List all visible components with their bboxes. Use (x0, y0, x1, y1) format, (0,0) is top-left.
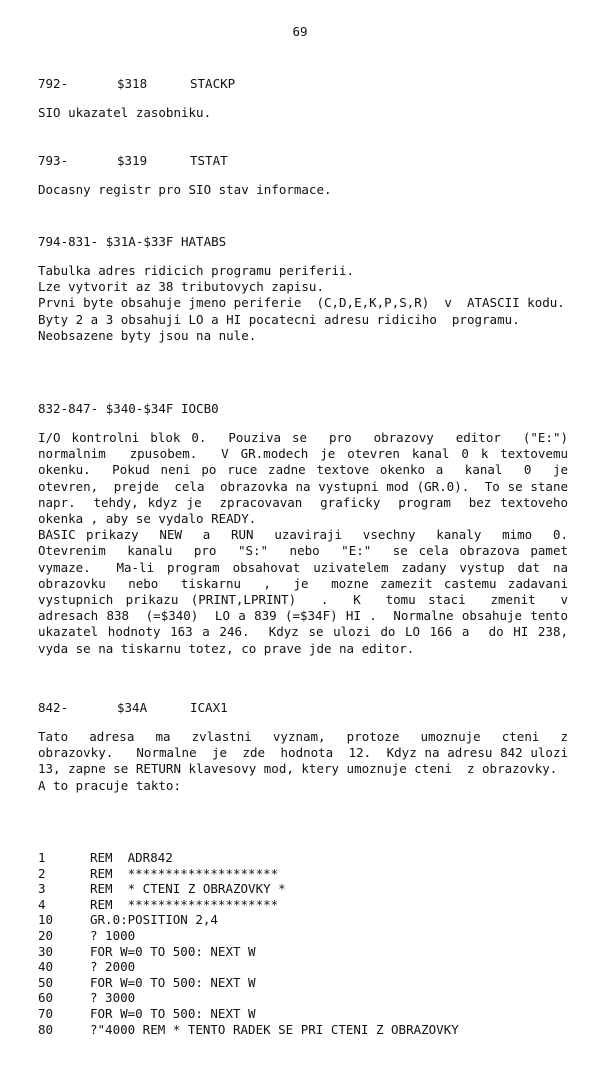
entry-label: STACKP (190, 76, 236, 91)
entry-hex-address: $318 (117, 76, 148, 91)
line-code: FOR W=0 TO 500: NEXT W (90, 1005, 256, 1021)
line-code: REM ******************** (90, 896, 279, 912)
line-code: GR.0:POSITION 2,4 (90, 912, 218, 928)
line-number: 80 (38, 1021, 54, 1037)
page-number: 69 (292, 24, 308, 39)
entry-label: TSTAT (190, 153, 228, 168)
entry-842 (38, 699, 568, 794)
listing-line (38, 850, 459, 866)
line-number: 3 (38, 881, 46, 897)
entry-832-847 (38, 400, 568, 657)
listing-line (38, 959, 459, 975)
listing-line (38, 1022, 459, 1038)
listing-line (38, 990, 459, 1006)
line-number: 50 (38, 974, 54, 990)
listing-line (38, 881, 459, 897)
line-number: 10 (38, 912, 54, 928)
line-number: 40 (38, 959, 54, 975)
entry-header-text: 794-831- $31A-$33F HATABS (38, 234, 227, 249)
listing-line (38, 897, 459, 913)
entry-793 (38, 152, 568, 198)
listing-line (38, 1006, 459, 1022)
entry-description: SIO ukazatel zasobniku. (38, 105, 212, 120)
entry-description: Tato adresa ma zvlastni vyznam, protoze umoznuje cteni z obrazovky. Normalne je zde hodnota 12. Kdyz na adresu 842 ulozi 13, zapne se RETURN klavesovy mod, ktery umoznuje cteni z obrazovky. A to pracuje takto: (38, 729, 568, 793)
listing-line (38, 866, 459, 882)
line-number: 4 (38, 896, 46, 912)
entry-decimal-address: 842- (38, 700, 69, 715)
entry-decimal-address: 793- (38, 153, 69, 168)
entry-description: Docasny registr pro SIO stav informace. (38, 182, 332, 197)
line-code: ? 1000 (90, 927, 136, 943)
line-number: 60 (38, 990, 54, 1006)
line-number: 20 (38, 927, 54, 943)
line-code: REM ADR842 (90, 850, 173, 865)
line-code: REM ******************** (90, 865, 279, 881)
listing-line (38, 975, 459, 991)
basic-listing (38, 850, 459, 1037)
entry-header (38, 152, 568, 170)
line-code: FOR W=0 TO 500: NEXT W (90, 974, 256, 990)
entry-header (38, 233, 568, 251)
entry-header (38, 400, 568, 418)
entry-hex-address: $34A (117, 700, 148, 715)
line-code: ? 2000 (90, 959, 136, 975)
line-code: ?"4000 REM * TENTO RADEK SE PRI CTENI Z OBRAZOVKY (90, 1021, 459, 1037)
line-number: 2 (38, 865, 46, 881)
entry-header (38, 699, 568, 717)
entry-hex-address: $319 (117, 153, 148, 168)
line-number: 1 (38, 850, 46, 865)
line-number: 30 (38, 943, 54, 959)
line-number: 70 (38, 1005, 54, 1021)
line-code: REM * CTENI Z OBRAZOVKY * (90, 881, 286, 897)
entry-label: ICAX1 (190, 700, 228, 715)
entry-794-831 (38, 233, 568, 344)
listing-line (38, 912, 459, 928)
entry-description: I/O kontrolni blok 0. Pouziva se pro obrazovy editor ("E:") normalnim zpusobem. V GR.modech je otevren kanal 0 k textovemu okenku. Pokud neni po ruce zadne textove okenko a kanal 0 je otevren, prejde cela obrazovka na vystupni mod (GR.0). To se stane napr. tehdy, kdyz je zpracovavan graficky program bez textoveho okenka , aby se vydalo READY. BASIC prikazy NEW a RUN uzaviraji vsechny kanaly mimo 0. Otevrenim kanalu pro "S:" nebo "E:" se cela obrazova pamet vymaze. Ma-li program obsahovat uzivatelem zadany vystup dat na obrazovku nebo tiskarnu , je mozne zamezit castemu zadavani vystupnich prikazu (PRINT,LPRINT) . K tomu staci zmenit v adresach 838 (=$340) LO a 839 (=$34F) HI . Normalne obsahuje tento ukazatel hodnoty 163 a 246. Kdyz se ulozi do LO 166 a do HI 238, vyda se na tiskarnu totez, co prave jde na editor. (38, 430, 568, 656)
line-code: FOR W=0 TO 500: NEXT W (90, 943, 256, 959)
entry-792 (38, 75, 568, 121)
line-code: ? 3000 (90, 990, 136, 1006)
entry-header (38, 75, 568, 93)
entry-decimal-address: 792- (38, 76, 69, 91)
listing-line (38, 928, 459, 944)
listing-line (38, 944, 459, 960)
entry-header-text: 832-847- $340-$34F IOCB0 (38, 401, 219, 416)
entry-description: Tabulka adres ridicich programu periferii. Lze vytvorit az 38 tributovych zapisu. Prvni byte obsahuje jmeno periferie (C,D,E,K,P,S,R) v ATASCII kodu. Byty 2 a 3 obsahuji LO a HI pocatecni adresu ridiciho programu. Neobsazene byty jsou na nule. (38, 263, 565, 343)
